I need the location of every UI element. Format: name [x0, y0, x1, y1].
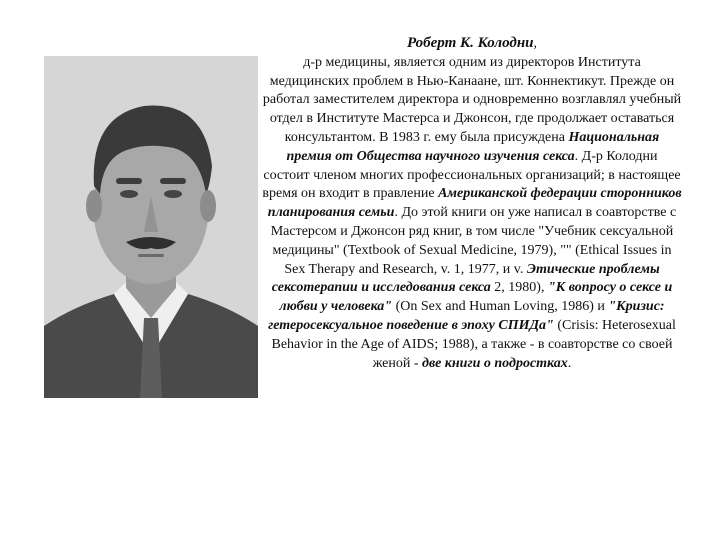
- author-bio: [262, 34, 682, 373]
- award-name: Национальная премия от Общества научного изучения секса: [286, 129, 660, 164]
- author-name: Роберт К. Колодни: [407, 35, 534, 51]
- bio-text-5: (On Sex and Human Loving, 1986) и: [392, 299, 609, 315]
- author-name-line: [262, 34, 682, 54]
- bio-text-3: . До этой книги он уже написал в соавторстве с Мастерсом и Джонсон ряд книг, в том числе "Учебник сексуальной медицины" (Textbook of Sexual Medicine, 1979), "" (Ethical Issues in Sex Therapy and Research, v. 1, 1977, и v.: [270, 205, 677, 277]
- bio-text-1: д-р медицины, является одним из директоров Института медицинских проблем в Нью-Канаане, шт. Коннектикут. Прежде он работал заместителем директора и одновременно возглавлял учебный отдел в Институте Мастерса и Джонсон, где продолжает оставаться консультантом. В 1983 г. ему была присуждена: [262, 54, 682, 145]
- author-name-suffix: ,: [533, 36, 537, 51]
- bio-paragraph: [262, 54, 682, 374]
- author-portrait: [44, 56, 258, 398]
- teen-books: две книги о подростках: [422, 355, 568, 371]
- bio-text-2: . Д-р Колодни состоит членом многих профессиональных организаций; в настоящее время он входит в правление: [262, 148, 681, 202]
- bio-text-6: (Crisis: Heterosexual Behavior in the Age of AIDS; 1988), а также - в соавторстве со своей женой -: [271, 317, 676, 371]
- book-title-love: "К вопросу о сексе и любви у человека": [279, 280, 673, 315]
- book-title-crisis: "Кризис: гетеросексуальное поведение в эпоху СПИДа": [268, 299, 665, 333]
- portrait-illustration: [44, 56, 258, 398]
- book-title-ethics: Этические проблемы сексотерапии и исследования секса: [271, 261, 660, 296]
- bio-text-4: 2, 1980),: [490, 280, 548, 296]
- bio-text-7: .: [567, 355, 572, 371]
- federation-name: Американской федерации сторонников планирования семьи: [267, 186, 682, 221]
